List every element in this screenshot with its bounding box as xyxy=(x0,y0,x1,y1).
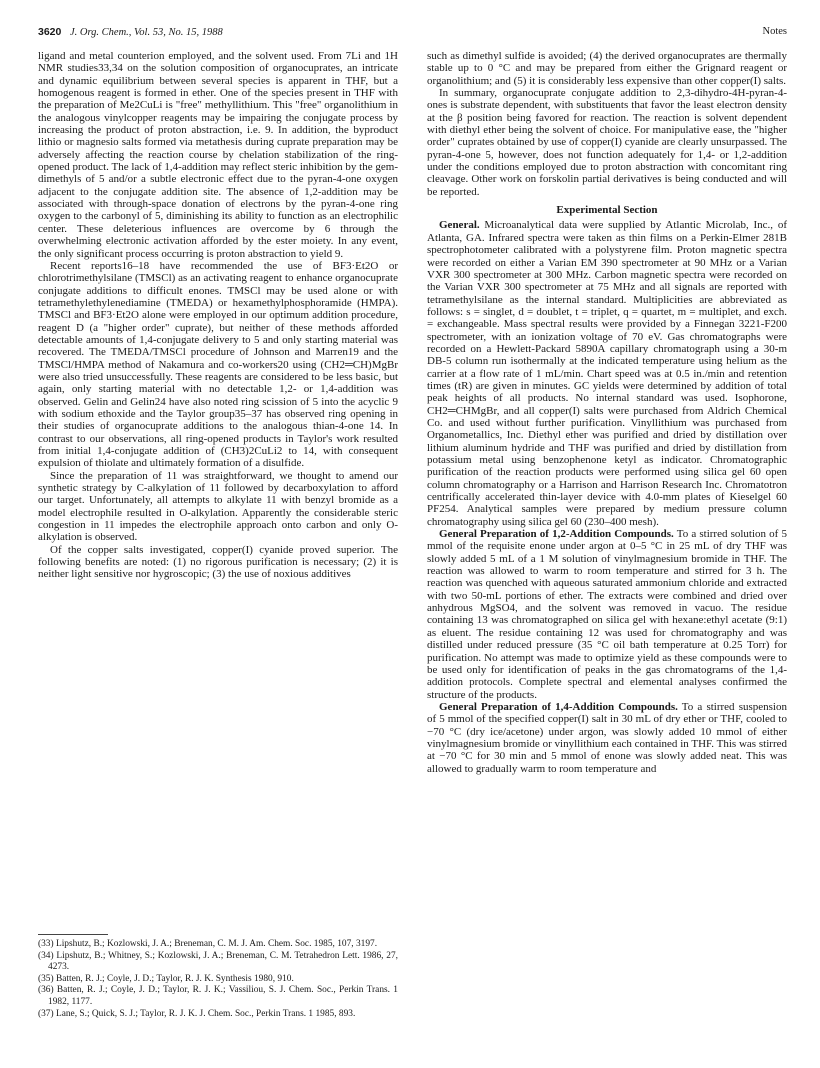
footnote-rule xyxy=(38,934,108,935)
run-in-heading: General Preparation of 1,2-Addition Compounds. xyxy=(439,528,674,541)
experimental-prep-1-2 xyxy=(427,528,787,701)
body-paragraph: ligand and metal counterion employed, and the solvent used. From 7Li and 1H NMR studies33,34 on the solution composition of organocuprates, an intricate and dynamic equilibrium between several species is apparent in THF, but a homogenous reagent is formed in ether. One of the species present in THF with the preparation of Me2CuLi is "free" methyllithium. This "free" organolithium in the analogous vinylcopper reagents may be impairing the conjugate process by increasing the product of proton abstraction, i.e. 9. In addition, the byproduct lithio or magnesio salts formed via metathesis during cuprate preparation may be adversely affecting the reaction course by chelation stabilization of the ring-opened product. The lack of 1,4-addition may reflect steric inhibition by the gem-dimethyls of 5 and/or a subtle electronic effect due to the pyran-4-one oxygen adjacent to the conjugate addition site. The absence of 1,2-addition may be associated with through-space donation of electrons by the pyran-4-one ring oxygen to the carbonyl of 5, diminishing its ability to function as an electrophilic center. These deleterious influences are overcome by 6 through the overwhelming electronic activation afforded by the ester moiety. In any event, the only significant process occurring is proton abstraction to yield 9. xyxy=(38,50,398,260)
reference-item: (36) Batten, R. J.; Coyle, J. D.; Taylor, R. J. K.; Vassiliou, S. J. Chem. Soc., Perkin Trans. 1 1982, 1177. xyxy=(38,985,398,1007)
run-in-heading: General. xyxy=(439,219,480,232)
journal-page xyxy=(38,26,787,1046)
experimental-general xyxy=(427,219,787,528)
paragraph-text: Microanalytical data were supplied by Atlantic Microlab, Inc., of Atlanta, GA. Infrared spectra were taken as thin films on a Perkin-Elmer 281B spectrophotometer calibrated with a polystyrene film. Proton magnetic spectra were recorded on either a Varian EM 390 spectrometer at 90 MHz or a Varian VXR 300 spectrometer at 300 MHz. Carbon magnetic spectra were recorded on the Varian VXR 300 spectrometer at 75 MHz and all signals are reported with tetramethylsilane as the internal standard. Multiplicities are abbreviated as follows: s = singlet, d = doublet, t = triplet, q = quartet, m = multiplet, and exch. = exchangeable. Mass spectral results were provided by a Finnegan 3221-F200 spectrometer, with an ionization voltage of 70 eV. Gas chromatographs were recorded on a Hewlett-Packard 5890A capillary chromatograph using a 30-m DB-5 column run isothermally at the indicated temperature using helium as the carrier at a flow rate of 1 mL/min. Chart speed was at 0.5 in./min and retention times (tR) are given in minutes. GC yields were determined by addition of total peak heights of all products. No internal standard was used. Isophorone, CH2═CHMgBr, and all copper(I) salts were purchased from Aldrich Chemical Co. and used without further purification. Vinyllithium was purchased from Organometallics, Inc. Diethyl ether was purified and dried by distillation over lithium aluminum hydride and THF was purified and dried by distillation from potassium metal using benzophenone ketyl as indicator. Chromatographic purification of the reaction products were performed using silica gel 60 open column chromatography or a Harrison and Harrison Research Inc. Chromatotron centrifically accelerated thin-layer device with 4.0-mm plates of Kieselgel 60 PF254. Analytical samples were prepared by medium pressure column chromatography using silica gel 60 (230–400 mesh). xyxy=(427,219,787,528)
experimental-prep-1-4 xyxy=(427,701,787,775)
summary-paragraph: In summary, organocuprate conjugate addition to 2,3-dihydro-4H-pyran-4-ones is substrate dependent, with substituents that favor the least electron density at the β position being favored for reaction. The reaction is solvent dependent with diethyl ether being the solvent of choice. For manipulative ease, the "higher order" cuprates obtained by use of copper(I) cyanide are clearly unsurpassed. The pyran-4-one 5, however, does not function adequately for 1,4- or 1,2-addition under the conditions employed due to proton abstraction with concomitant ring cleavage. Other work on forskolin partial derivatives is being conducted and will be reported. xyxy=(427,87,787,198)
section-label: Notes xyxy=(762,26,787,37)
reference-item: (35) Batten, R. J.; Coyle, J. D.; Taylor, R. J. K. Synthesis 1980, 910. xyxy=(38,973,294,984)
run-in-heading: General Preparation of 1,4-Addition Compounds. xyxy=(439,700,678,713)
right-column xyxy=(427,50,787,775)
reference-item: (37) Lane, S.; Quick, S. J.; Taylor, R. J. K. J. Chem. Soc., Perkin Trans. 1 1985, 893. xyxy=(38,1008,356,1019)
body-paragraph: Of the copper salts investigated, copper(I) cyanide proved superior. The following benefits are noted: (1) no rigorous purification is necessary; (2) it is neither light sensitive nor hygroscopic; (3) the use of noxious additives xyxy=(38,543,398,581)
two-column-body xyxy=(38,50,787,1040)
page-number: 3620 xyxy=(38,26,62,38)
running-header xyxy=(38,26,787,46)
reference-item: (34) Lipshutz, B.; Whitney, S.; Kozlowski, J. A.; Breneman, C. M. Tetrahedron Lett. 1986, 27, 4273. xyxy=(38,950,398,973)
body-paragraph: Recent reports16–18 have recommended the use of BF3·Et2O or chlorotrimethylsilane (TMSCl) as an activating reagent to enhance organocuprate conjugate additions to difficult enones. TMSCl may be used alone or with tetramethylethylenediamine (TMEDA) or hexamethylphosphoramide (HMPA). TMSCl and BF3·Et2O alone were employed in our optimum addition procedure, reagent D (a "higher order" cuprate), but neither of these methods afforded detectable amounts of 1,4-conjugate delivery to 5 and only starting material was recovered. The TMEDA/TMSCl procedure of Johnson and Marren19 and the TMSCl/HMPA method of Nakamura and co-workers20 using (CH2═CH)MgBr were also tried unsuccessfully. These reagents are considered to be less basic, but again, only starting material with no detectable 1,2- or 1,4-addition was observed. Gelin and Gelin24 have also noted ring scission of 5 into the acyclic 9 with sodium ethoxide and the Taylor group35–37 has observed ring opening in their studies of organocuprate additions to the analogous thian-4-one 14. In contrast to our observations, all ring-opened products in Taylor's work resulted from initial 1,4-conjugate addition of (CH3)2CuLi2 to 14, with consequent expulsion of thiolate and ultimately formation of a disulfide. xyxy=(38,259,398,470)
paragraph-text: To a stirred solution of 5 mmol of the requisite enone under argon at 0–5 °C in 25 mL of dry THF was slowly added 5 mL of a 1 M solution of vinylmagnesium bromide in THF. The reaction was allowed to warm to room temperature and stirred for 3 h. The reaction was quenched with aqueous saturated ammonium chloride and extracted with two 50-mL portions of ether. The extracts were combined and dried over anhydrous MgSO4, and the solvent was removed in vacuo. The residue containing 13 was chromatographed on silica gel with hexane:ethyl acetate (9:1) as eluent. The residue containing 12 was used for chromatography and was distilled under reduced pressure (35 °C oil bath temperature at 0.25 Torr) for purification. No attempt was made to optimize yield as these compounds were to be used only for identification of peaks in the gas chromatograms of the 1,4-addition protocols. Complete spectral and elemental analyses confirmed the structure of the products. xyxy=(427,528,787,701)
journal-citation: J. Org. Chem., Vol. 53, No. 15, 1988 xyxy=(69,27,223,38)
reference-item: (33) Lipshutz, B.; Kozlowski, J. A.; Breneman, C. M. J. Am. Chem. Soc. 1985, 107, 3197. xyxy=(38,939,378,949)
header-left xyxy=(38,26,223,38)
paragraph-text: To a stirred suspension of 5 mmol of the specified copper(I) salt in 30 mL of dry ether or THF, cooled to −70 °C (dry ice/acetone) under argon, was slowly added 10 mmol of either vinylmagnesium bromide or vinyllithium each contained in THF. This was stirred at −70 °C for 30 min and 5 mmol of enone was slowly added neat. This was allowed to gradually warm to room temperature and xyxy=(427,700,787,775)
left-column xyxy=(38,50,398,581)
section-heading: Experimental Section xyxy=(556,204,658,217)
footnote-references xyxy=(38,934,398,1020)
body-paragraph: such as dimethyl sulfide is avoided; (4) the derived organocuprates are thermally stable up to 0 °C and may be prepared from either the Grignard reagent or organolithium; and (5) it is considerably less expensive than other copper(I) salts. xyxy=(427,50,787,87)
body-paragraph: Since the preparation of 11 was straightforward, we thought to amend our synthetic strategy by C-alkylation of 11 followed by decarboxylation to afford our target. Unfortunately, all attempts to alkylate 11 with benzyl bromide as a model electrophile resulted in O-alkylation. Apparently the considerable steric congestion in 11 impedes the electrophile approach onto carbon and only O-alkylation is observed. xyxy=(38,469,398,544)
